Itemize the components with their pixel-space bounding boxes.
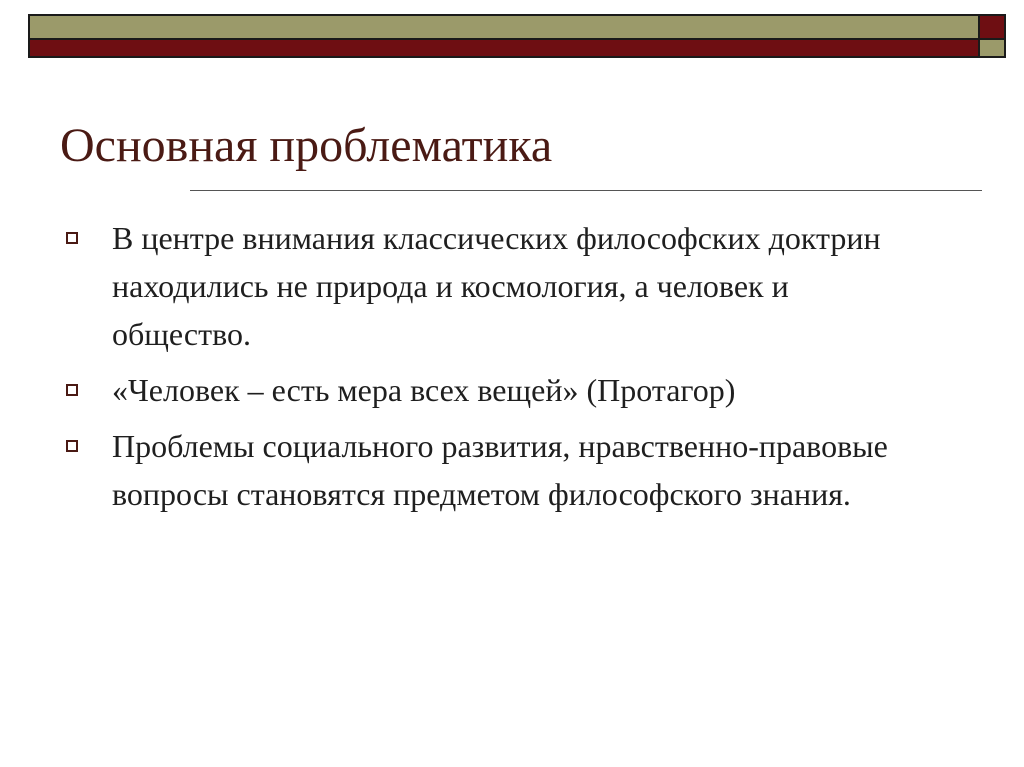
hollow-square-icon (66, 384, 78, 396)
header-band-olive-stripe (30, 16, 978, 40)
bullet-item (60, 422, 960, 518)
hollow-square-icon (66, 232, 78, 244)
header-band-red-stripe (30, 38, 978, 56)
header-band (28, 14, 980, 58)
bullet-text: Проблемы социального развития, нравственно-правовые вопросы становятся предметом философского знания. (112, 428, 888, 512)
bullet-list (60, 214, 960, 526)
bullet-item (60, 214, 960, 358)
corner-olive-square (978, 38, 1006, 58)
bullet-text: «Человек – есть мера всех вещей» (Протагор) (112, 372, 736, 408)
bullet-text: В центре внимания классических философских доктрин находились не природа и космология, а человек и общество. (112, 220, 881, 352)
bullet-item (60, 366, 960, 414)
hollow-square-icon (66, 440, 78, 452)
title-divider (190, 190, 982, 191)
slide-title: Основная проблематика (60, 119, 553, 172)
corner-red-square (978, 14, 1006, 40)
